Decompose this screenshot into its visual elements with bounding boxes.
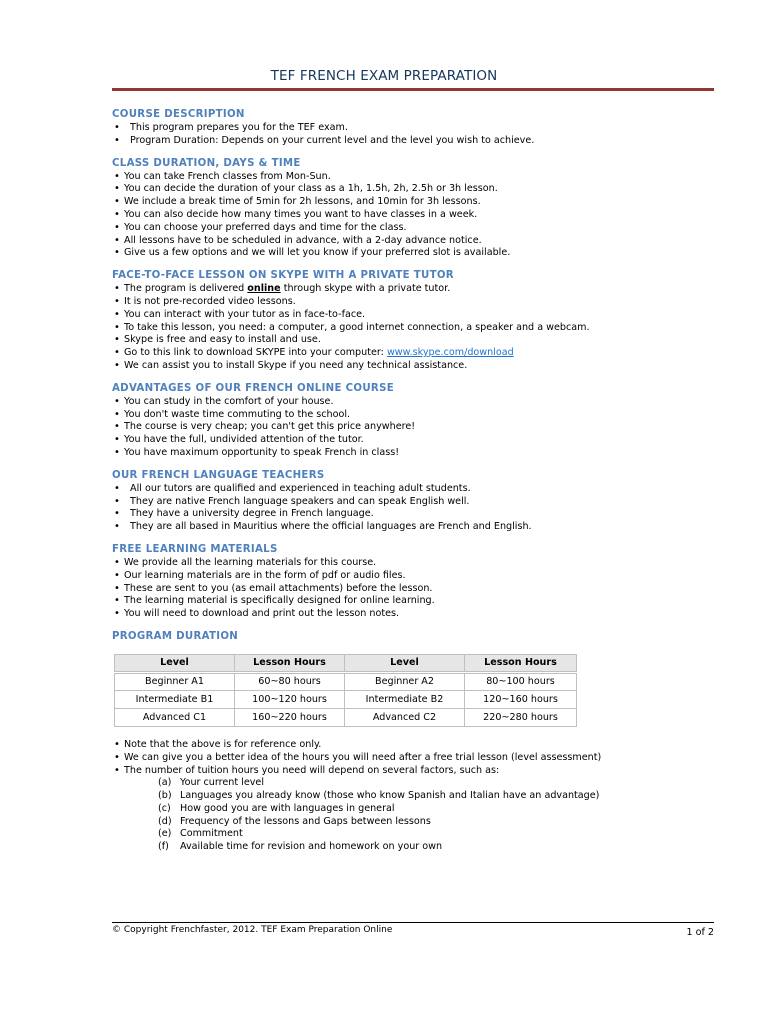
section-heading: ADVANTAGES OF OUR FRENCH ONLINE COURSE	[112, 382, 394, 394]
table-cell: 100~120 hours	[235, 690, 345, 708]
list-item: • You can decide the duration of your class as a 1h, 1.5h, 2h, 2.5h or 3h lesson.	[112, 183, 722, 196]
factor-text: How good you are with languages in general	[180, 802, 395, 814]
list-item: • They have a university degree in French language.	[112, 508, 722, 521]
list-item: • All our tutors are qualified and experienced in teaching adult students.	[112, 483, 722, 496]
footer-rule	[112, 922, 714, 923]
factor-text: Available time for revision and homework on your own	[180, 841, 443, 853]
list-item: • We provide all the learning materials for this course.	[112, 557, 722, 570]
online-emphasis: online	[247, 283, 281, 295]
list-item: • Program Duration: Depends on your current level and the level you wish to achieve.	[112, 135, 722, 148]
section-heading: FREE LEARNING MATERIALS	[112, 543, 278, 555]
section-class-duration	[112, 157, 722, 261]
table-cell: Beginner A1	[115, 672, 235, 690]
list-item: • Our learning materials are in the form of pdf or audio files.	[112, 570, 722, 583]
table-cell: Intermediate B1	[115, 690, 235, 708]
table-row	[115, 708, 577, 726]
factor-text: Frequency of the lessons and Gaps between lessons	[180, 815, 431, 827]
column-header: Lesson Hours	[235, 654, 345, 672]
bullet-list	[112, 557, 722, 621]
section-heading: FACE-TO-FACE LESSON ON SKYPE WITH A PRIVATE TUTOR	[112, 270, 454, 282]
list-item: • You can take French classes from Mon-Sun.	[112, 171, 722, 184]
section-teachers	[112, 469, 722, 534]
factor-item	[158, 828, 722, 841]
list-item: • They are all based in Mauritius where the official languages are French and English.	[112, 521, 722, 534]
footer-copyright: © Copyright Frenchfaster, 2012. TEF Exam Preparation Online	[112, 925, 393, 935]
title-rule	[112, 88, 714, 91]
column-header: Level	[115, 654, 235, 672]
page-number: 1 of 2	[686, 927, 714, 938]
section-program-duration	[112, 630, 722, 854]
list-item: • All lessons have to be scheduled in advance, with a 2-day advance notice.	[112, 235, 722, 248]
list-item: • We can give you a better idea of the hours you will need after a free trial lesson (level assessment)	[112, 752, 722, 765]
factor-marker: (f)	[158, 841, 169, 853]
list-item: • This program prepares you for the TEF exam.	[112, 122, 722, 135]
list-item: • To take this lesson, you need: a computer, a good internet connection, a speaker and a webcam.	[112, 322, 722, 335]
list-item: • We can assist you to install Skype if you need any technical assistance.	[112, 360, 722, 373]
text-after: through skype with a private tutor.	[280, 283, 451, 295]
factor-item	[158, 803, 722, 816]
table-cell: 80~100 hours	[465, 672, 577, 690]
table-cell: Advanced C2	[345, 708, 465, 726]
list-item: • We include a break time of 5min for 2h lessons, and 10min for 3h lessons.	[112, 196, 722, 209]
list-item: • You can interact with your tutor as in face-to-face.	[112, 309, 722, 322]
document-title: TEF FRENCH EXAM PREPARATION	[270, 68, 498, 84]
list-item: • You have the full, undivided attention of the tutor.	[112, 434, 722, 447]
table-cell: 120~160 hours	[465, 690, 577, 708]
list-item: • The number of tuition hours you need will depend on several factors, such as:	[112, 765, 722, 778]
list-item: • These are sent to you (as email attachments) before the lesson.	[112, 583, 722, 596]
bullet-list	[112, 171, 722, 261]
section-course-description	[112, 108, 722, 148]
bullet-list	[112, 122, 722, 148]
section-heading: OUR FRENCH LANGUAGE TEACHERS	[112, 469, 325, 481]
table-cell: 220~280 hours	[465, 708, 577, 726]
table-header-row	[115, 654, 577, 672]
factor-marker: (c)	[158, 802, 171, 814]
list-item: • You can choose your preferred days and time for the class.	[112, 222, 722, 235]
list-item: • You have maximum opportunity to speak French in class!	[112, 447, 722, 460]
list-item: • The learning material is specifically designed for online learning.	[112, 595, 722, 608]
list-item: • It is not pre-recorded video lessons.	[112, 296, 722, 309]
table-cell: Beginner A2	[345, 672, 465, 690]
section-advantages	[112, 382, 722, 460]
bullet-list	[112, 283, 722, 373]
factors-list	[158, 777, 722, 854]
factor-text: Your current level	[180, 777, 265, 789]
table-cell: 160~220 hours	[235, 708, 345, 726]
list-item	[112, 347, 722, 360]
table-cell: 60~80 hours	[235, 672, 345, 690]
text-before: The program is delivered	[124, 283, 248, 295]
list-item: • You can also decide how many times you want to have classes in a week.	[112, 209, 722, 222]
list-item: • You can study in the comfort of your house.	[112, 396, 722, 409]
table-cell: Intermediate B2	[345, 690, 465, 708]
bullet-list	[112, 483, 722, 534]
section-skype-lesson	[112, 269, 722, 373]
table-row	[115, 672, 577, 690]
factor-marker: (a)	[158, 777, 172, 789]
list-item: • Give us a few options and we will let you know if your preferred slot is available.	[112, 247, 722, 260]
factor-marker: (e)	[158, 828, 172, 840]
notes-list	[112, 739, 722, 777]
section-materials	[112, 543, 722, 621]
list-item: • The course is very cheap; you can't get this price anywhere!	[112, 421, 722, 434]
factor-item	[158, 777, 722, 790]
factor-marker: (b)	[158, 790, 172, 802]
section-heading: COURSE DESCRIPTION	[112, 109, 245, 120]
list-item: • Note that the above is for reference only.	[112, 739, 722, 752]
skype-download-link[interactable]: www.skype.com/download	[386, 347, 514, 359]
list-item: • They are native French language speakers and can speak English well.	[112, 496, 722, 509]
section-heading: PROGRAM DURATION	[112, 630, 239, 642]
list-item: • Skype is free and easy to install and use.	[112, 334, 722, 347]
section-heading: CLASS DURATION, DAYS & TIME	[112, 157, 301, 169]
factor-text: Commitment	[180, 828, 243, 840]
factor-item	[158, 790, 722, 803]
hours-table	[114, 654, 577, 727]
list-item	[112, 283, 722, 296]
list-item: • You will need to download and print out the lesson notes.	[112, 608, 722, 621]
factor-item	[158, 816, 722, 829]
factor-text: Languages you already know (those who know Spanish and Italian have an advantage)	[180, 790, 600, 802]
list-item: • You don't waste time commuting to the school.	[112, 409, 722, 422]
factor-item	[158, 841, 722, 854]
table-cell: Advanced C1	[115, 708, 235, 726]
column-header: Level	[345, 654, 465, 672]
column-header: Lesson Hours	[465, 654, 577, 672]
document-body	[112, 108, 722, 863]
factor-marker: (d)	[158, 815, 172, 827]
table-row	[115, 690, 577, 708]
notes-block	[112, 739, 722, 854]
bullet-list	[112, 396, 722, 460]
link-intro: Go to this link to download SKYPE into your computer:	[124, 347, 387, 359]
